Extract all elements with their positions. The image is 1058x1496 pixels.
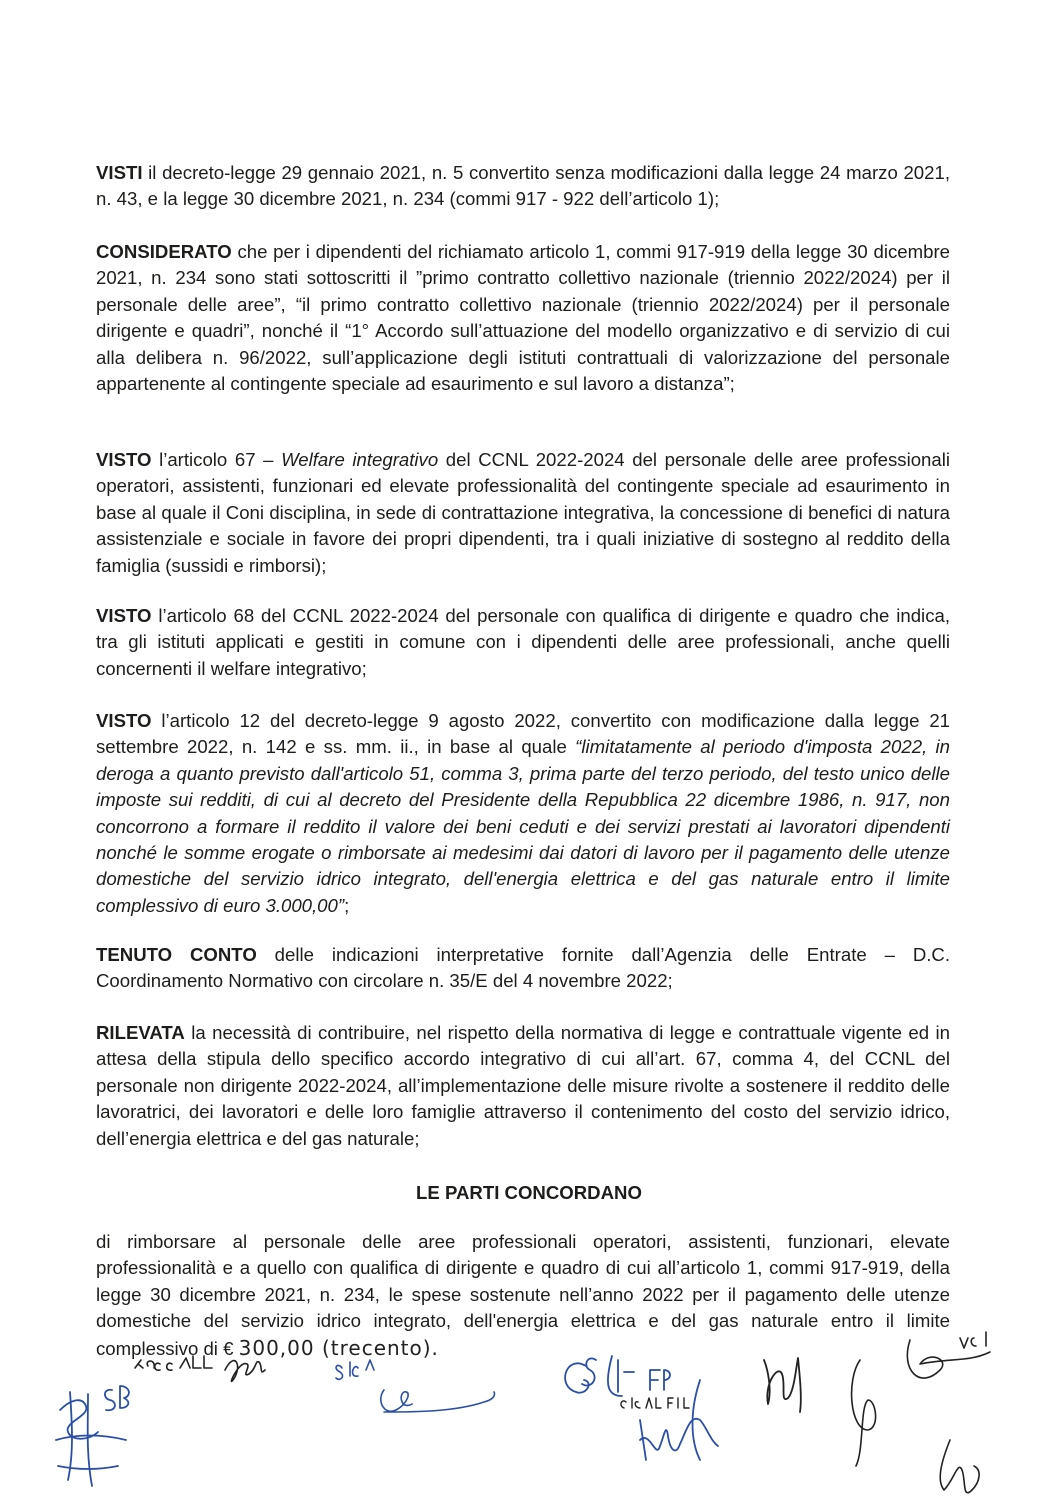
paragraph-text: del CCNL 2022-2024 del personale delle aree professionali operatori, assistenti, funzionari ed elevate professionalità del contingente speciale ad esaurimento in base al quale il Coni disciplina, in sede di contrattazione integrativa, la concessione di benefici di natura assistenziale e sociale in favore dei propri dipendenti, tra i quali iniziative di sostegno al reddito della famiglia (sussidi e rimborsi); — [96, 449, 950, 576]
signatures-area — [0, 1320, 1058, 1496]
paragraph-text: l’articolo 12 del decreto-legge 9 agosto 2022, convertito con modificazione dalla legge 21 settembre 2022, n. 142 e ss. mm. ii., in base al quale — [96, 710, 950, 758]
signature-cisl-fp — [565, 1356, 670, 1396]
paragraph-text: il decreto-legge 29 gennaio 2021, n. 5 convertito senza modificazioni dalla legge 24 marzo 2021, n. 43, e la legge 30 dicembre 2021, n. 234 (commi 917 - 922 dell’articolo 1); — [96, 162, 950, 210]
paragraph-text: ; — [344, 894, 350, 916]
paragraph-quote: “limitatamente al periodo d'imposta 2022, in deroga a quanto previsto dall'articolo 51, comma 3, prima parte del terzo periodo, del testo unico delle imposte sui redditi, di cui al decreto del Presidente della Repubblica 22 dicembre 1986, n. 917, non concorrono a formare il reddito il valore dei beni ceduti e dei servizi prestati ai lavoratori dipendenti nonché le somme erogate o rimborsate ai medesimi dai datori di lavoro per il pagamento delle utenze domestiche del servizio idrico integrato, dell'energia elettrica e del gas naturale entro il limite complessivo di euro 3.000,00” — [96, 736, 950, 916]
paragraph-text: di rimborsare al personale delle aree professionali operatori, assistenti, funzionari, elevate professionalità e a quello con qualifica di dirigente e quadro di cui all’articolo 1, commi 917-919, della legge 30 dicembre 2021, n. 234, le spese sostenute nell’anno 2022 per il pagamento delle utenze domestiche del servizio idrico integrato, dell'energia elettrica e del gas naturale entro il limite complessivo di € — [96, 1231, 950, 1359]
paragraph-label: VISTO — [96, 710, 152, 731]
signature-scribble-b — [640, 1380, 718, 1460]
paragraph-rilevata — [96, 1020, 950, 1152]
paragraph-label: RILEVATA — [96, 1022, 185, 1043]
paragraph-label: VISTO — [96, 605, 152, 626]
paragraph-visto-art12 — [96, 708, 950, 919]
signature-scribble-c — [852, 1332, 990, 1493]
handwritten-amount: 300,00 (trecento). — [238, 1335, 439, 1360]
paragraph-label: VISTO — [96, 449, 152, 470]
signature-fp-cgil — [135, 1356, 265, 1381]
paragraph-text: delle indicazioni interpretative fornite dall’Agenzia delle Entrate – D.C. Coordinamento Normativo con circolare n. 35/E del 4 novembre 2022; — [96, 944, 951, 992]
signature-snals — [336, 1360, 495, 1412]
paragraph-label: CONSIDERATO — [96, 241, 232, 262]
paragraph-text: l’articolo 68 del CCNL 2022-2024 del personale con qualifica di dirigente e quadro che indica, tra gli istituti applicati e gestiti in comune con i dipendenti delle aree professionali, anche quelli concernenti il welfare integrativo; — [96, 605, 950, 679]
section-heading: LE PARTI CONCORDANO — [416, 1182, 642, 1203]
paragraph-italic: Welfare integrativo — [281, 449, 439, 470]
paragraph-visto-art68 — [96, 603, 950, 682]
paragraph-text: l’articolo 67 – — [151, 449, 282, 470]
paragraph-visto-art67 — [96, 447, 950, 579]
paragraph-text: che per i dipendenti del richiamato articolo 1, commi 917-919 della legge 30 dicembre 2021, n. 234 sono stati sottoscritti il ”primo contratto collettivo nazionale (triennio 2022/2024) per il personale delle aree”, “il primo contratto collettivo nazionale (triennio 2022/2024) per il personale dirigente e quadri”, nonché il “1° Accordo sull’attuazione del modello organizzativo e di servizio di cui alla delibera n. 96/2022, sull’applicazione degli istituti contrattuali di valorizzazione del personale appartenente al contingente speciale ad esaurimento e sul lavoro a distanza”; — [96, 241, 950, 395]
signature-uil — [764, 1358, 801, 1412]
paragraph-text: la necessità di contribuire, nel rispetto della normativa di legge e contrattuale vigente ed in attesa della stipula dello specifico accordo integrativo di cui all’art. 67, comma 4, del CCNL del personale non dirigente 2022-2024, all’implementazione delle misure rivolte a sostenere il reddito delle lavoratrici, dei lavoratori e delle loro famiglie attraverso il contenimento del costo del servizio idrico, dell’energia elettrica e del gas naturale; — [96, 1022, 950, 1149]
paragraph-visti — [96, 160, 950, 213]
scan-speck: · — [80, 70, 81, 74]
paragraph-tenuto-conto — [96, 942, 950, 995]
paragraph-label: TENUTO CONTO — [96, 944, 257, 965]
paragraph-considerato — [96, 239, 950, 397]
paragraph-label: VISTI — [96, 162, 143, 183]
signature-usb — [56, 1386, 129, 1486]
signature-cisal-fialp — [621, 1398, 689, 1408]
